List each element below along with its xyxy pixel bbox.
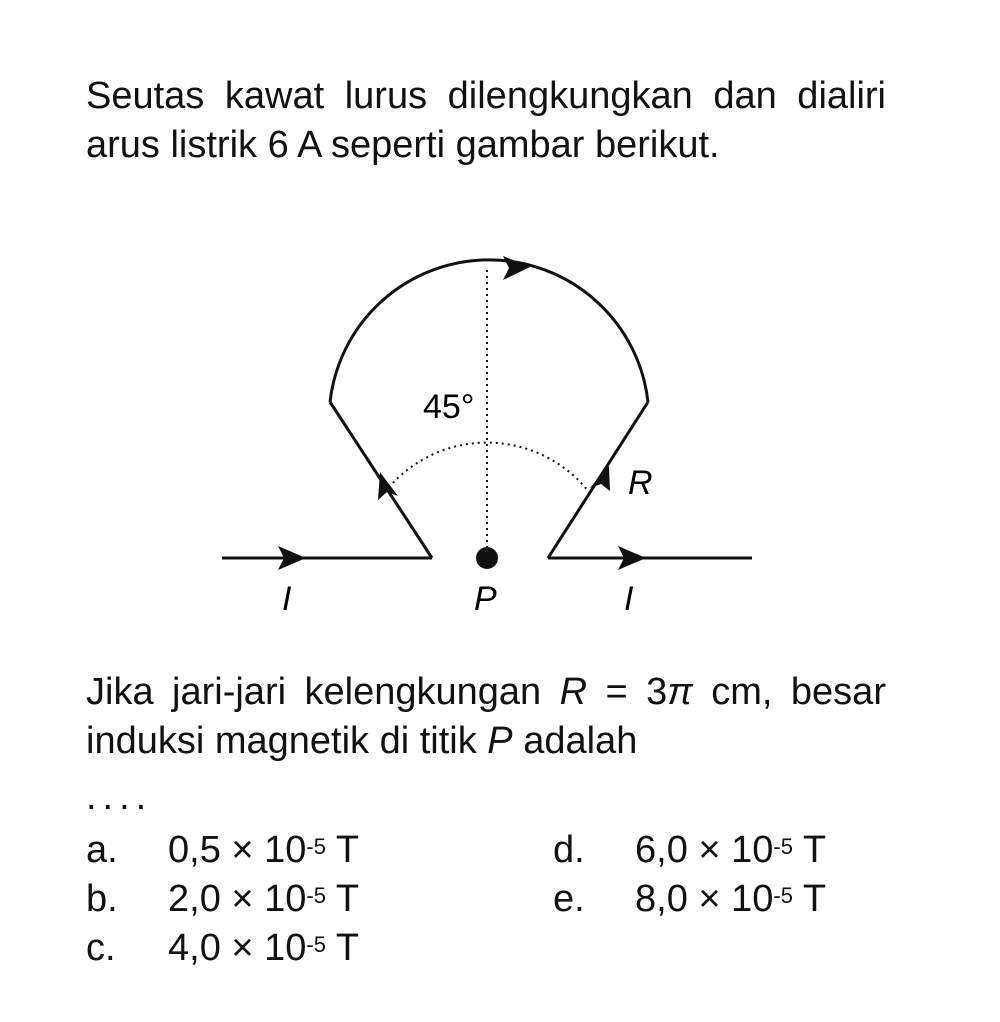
option-exponent: -5 bbox=[306, 883, 326, 908]
question-text-4: adalah bbox=[512, 720, 638, 762]
option-b bbox=[86, 875, 359, 924]
option-value: 2,0 × 10 bbox=[168, 878, 307, 920]
option-c bbox=[86, 924, 359, 973]
point-label: P bbox=[474, 580, 497, 618]
question-pi: π bbox=[667, 671, 693, 713]
question-text-3: cm, besar induksi magnetik di titik bbox=[86, 671, 886, 762]
option-exponent: -5 bbox=[306, 834, 326, 859]
question-var-p: P bbox=[487, 720, 513, 762]
option-unit: T bbox=[325, 927, 360, 969]
option-a bbox=[86, 826, 359, 875]
option-unit: T bbox=[792, 829, 827, 871]
option-d bbox=[553, 826, 826, 875]
question-text-2: = 3 bbox=[587, 671, 668, 713]
option-value: 0,5 × 10 bbox=[168, 829, 307, 871]
option-exponent: -5 bbox=[773, 834, 793, 859]
ellipsis: .... bbox=[86, 776, 153, 818]
problem-intro: Seutas kawat lurus dilengkungkan dan dialiri arus listrik 6 A seperti gambar berikut. bbox=[86, 75, 886, 166]
current-left-label: I bbox=[282, 580, 292, 618]
option-label: a. bbox=[86, 829, 118, 871]
question-text-1: Jika jari-jari kelengkungan bbox=[86, 671, 560, 713]
option-e bbox=[553, 875, 826, 924]
option-label: e. bbox=[553, 878, 585, 920]
radius-label: R bbox=[628, 464, 653, 502]
option-exponent: -5 bbox=[773, 883, 793, 908]
option-value: 8,0 × 10 bbox=[635, 878, 774, 920]
arrow-top-arc bbox=[503, 256, 530, 280]
option-value: 4,0 × 10 bbox=[168, 927, 307, 969]
option-label: c. bbox=[86, 927, 116, 969]
problem-question bbox=[86, 668, 886, 766]
point-p-dot bbox=[476, 547, 498, 569]
question-var-r: R bbox=[559, 671, 588, 713]
option-unit: T bbox=[325, 878, 360, 920]
angle-label: 45° bbox=[423, 388, 475, 426]
current-right-label: I bbox=[624, 580, 634, 618]
option-value: 6,0 × 10 bbox=[635, 829, 774, 871]
option-unit: T bbox=[325, 829, 360, 871]
wire-arc bbox=[330, 260, 648, 402]
option-unit: T bbox=[792, 878, 827, 920]
option-label: d. bbox=[553, 829, 585, 871]
option-exponent: -5 bbox=[306, 932, 326, 957]
arrow-left-slant bbox=[378, 472, 398, 500]
option-label: b. bbox=[86, 878, 118, 920]
